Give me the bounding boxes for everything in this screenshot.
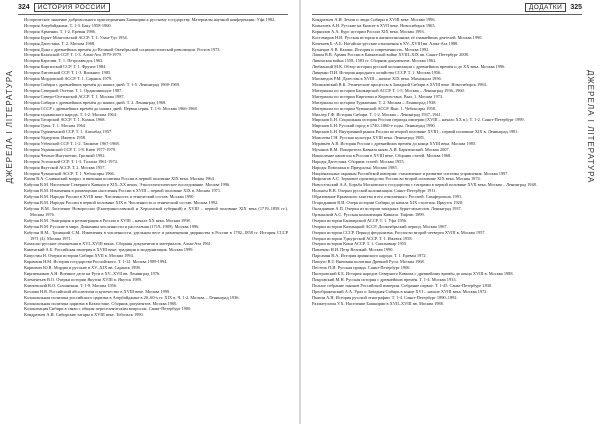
bibliography-entry: Ортынский А.С. Русская колонизация Кавказа. Тифлис 1899. [312, 211, 425, 217]
bibliography-entry: История Мордовской АССР. Т. 1. Саранск 1979. [24, 76, 113, 82]
left-side-title: ДЖЕРЕЛА І ЛІТЕРАТУРА [5, 70, 14, 184]
bibliography-entry: Муравьёв А.В. История России с древнейших времён до конца XVIII века. Москва 1985. [312, 141, 477, 147]
bibliography-entry: Кабузан В.М., Троицкий С.М. Изменения в численности, удельном весе и размещении дворянства в России в 1782–1858 гг. История СССР 1971 (4). Москва 1971. [24, 229, 288, 241]
bibliography-entry: Казахско-русские отношения в XVI–XVIII веках. Сборник документов и материалов. Алма-Ата 1961. [24, 241, 212, 247]
bibliography-entry: Копыловъ А.Н. Русские на Енисее в XVII веке. Новосибирск 1965. [312, 22, 436, 28]
bibliography-entry: История Татарской АССР. Т. 1. Казань 1968. [24, 117, 106, 123]
bibliography-entry: История СССР с древнейших времён до наших дней. Первая серия. Т. 1-6. Москва 1966-1968. [24, 105, 198, 111]
bibliography-entry: Кузнецов А.В. Казаки. История и современность. Москва 1992. [312, 46, 430, 52]
bibliography-entry: История Чечено-Ингушетии. Грозный 1992. [24, 152, 106, 158]
bibliography-entry: Колониальная политика царизма в Казахстане. Сборник документов. Москва 1960. [24, 300, 178, 306]
bibliography-entry: Лященко П.И. История народного хозяйства СССР. Т. 1. Москва 1956. [312, 70, 442, 76]
bibliography-entry: Нифонтов А.С. Зерновое производство России во второй половине XIX века. Москва 1974. [312, 176, 481, 182]
bibliography-entry: История Эстонской ССР. Т. 1-3. Таллин 1961-1974. [24, 158, 118, 164]
bibliography-entry: Национальные окраины Российской империи: становление и развитие системы управления. Москва 1997. [312, 170, 509, 176]
right-header-rule [312, 14, 582, 15]
bibliography-entry: Лапин В.В. Армия России в Кавказской войне XVIII–XIX вв. Санкт-Петербург 2008. [312, 52, 469, 58]
bibliography-entry: Карпович Ю.В. Мордва и русские в XV–XIX вв. Саранск 1998. [24, 265, 141, 271]
bibliography-entry: История Украинской ССР. Т. 1-8. Киев 1977-1979. [24, 146, 116, 152]
bibliography-entry: История Северной Осетии. Т. 1. Орджоникидзе 1987. [24, 87, 123, 93]
bibliography-entry: История Дагестана. Т. 2. Москва 1968. [24, 40, 96, 46]
bibliography-entry: История Чувашской АССР. Т. 1. Чебоксары 1966. [24, 170, 115, 176]
bibliography-entry: Малиновский В.К. Этнические процессы в Западной Сибири в XVIII веке. Новосибирск 1984. [312, 81, 487, 87]
bibliography-entry: Миронов Б.Н. Социальная история России периода империи (XVIII – начало XX в.). Т. 1-2. Санкт-Петербург 1999. [312, 117, 525, 123]
bibliography-entry: История Литовской ССР. Т. 1-3. Вильнюс 1985. [24, 70, 112, 76]
bibliography-entry: Кондратьев А.И. Земли и люди Сибири в XVIII веке. Москва 1996. [312, 17, 436, 22]
bibliography-entry: Очерки истории Калмыцкой АССР. Дооктябрьский период. Москва 1967. [312, 223, 448, 229]
left-page-header [18, 3, 110, 12]
bibliography-entry: История Дона с древнейших времён до Великой Октябрьской социалистической революции. Ростов 1973. [24, 46, 221, 52]
bibliography-entry: Огородников В.И. Очерк истории Сибири до начала XIX столетия. Иркутск 1920. [312, 200, 464, 206]
bibliography-entry: Муханов В.М. Покоритель Кавказа князь А.И. Барятинский. Москва 2007. [312, 146, 450, 152]
bibliography-entry: История Сибири с древнейших времён до наших дней. Т. 2. Ленинград 1968. [24, 99, 167, 105]
bibliography-entry: Материалы по истории Башкирской АССР. Т. 1-5. Москва – Ленинград 1936–1960. [312, 87, 465, 93]
bibliography-entry: Пестель П.И. Русская правда. Санкт-Петербург 1906. [312, 265, 411, 271]
bibliography-entry: Ключевский В.О. Сочинения. Т. 1-9. Москва 1956. [24, 282, 118, 288]
bibliography-entry: Ливонская война 1558–1583 гг. Сборник документов. Москва 1962. [312, 58, 437, 64]
bibliography-entry: Корнилов А.А. Курс истории России XIX века. Москва 1993. [312, 28, 425, 34]
right-bibliography-list [312, 17, 576, 306]
bibliography-entry: Очерки истории Удмуртской АССР. Т. 1. Ижевск 1958. [312, 235, 413, 241]
bibliography-entry: Материалы по истории Киргизии и Киргизстана. Вып. 1. Москва 1973. [312, 93, 444, 99]
bibliography-entry: Каменский А.Б. Российская империя в XVIII веке: традиции и модернизация. Москва 1999. [24, 247, 194, 253]
bibliography-entry: История Азербайджана. Т. 1-3. Баку 1958-1960. [24, 22, 112, 28]
bibliography-entry: Кабузан В.М. Изменения в размещении населения России в XVIII – первой половине XIX в. Москва 1971. [24, 188, 222, 194]
bibliography-entry: Кочекаев Б.-А.Б. Ногайско-русские отношения в XV–XVIII вв. Алма-Ата 1988. [312, 40, 459, 46]
bibliography-entry: История Армении. Т. 1-2. Ереван 1986. [24, 28, 96, 34]
left-page-number: 324 [18, 4, 30, 11]
bibliography-entry: Рахматуллин У.Х. Население Башкирии в XVII–XVIII вв. Москва 1988. [312, 300, 444, 306]
bibliography-entry: История Туркменской ССР. Т. 1. Ашхабад 1957. [24, 129, 113, 135]
bibliography-entry: Нолькен В.В. Очерки русской колонизации. Санкт-Петербург 1911. [312, 188, 437, 194]
bibliography-entry: Павленко Н.И. Петр Великий. Москва 1990. [312, 247, 394, 253]
bibliography-entry: Кондратьев А.И. Сибирские татары в XVIII веке. Тобольск 1990. [24, 312, 144, 318]
bibliography-entry: Костомаров Н.И. Русская история в жизнеописаниях её главнейших деятелей. Москва 1990. [312, 34, 483, 40]
bibliography-entry: История Северо-Осетинской АССР. Т. 1. Москва 1987. [24, 93, 125, 99]
left-bibliography-list [24, 17, 288, 318]
bibliography-entry: История Сибири с древнейших времён до наших дней. Т. 1-5. Ленинград 1968-1969. [24, 81, 180, 87]
right-page-header [525, 3, 582, 12]
bibliography-entry: Очерки истории Коми АССР. Т. 1. Сыктывкар 1955. [312, 241, 408, 247]
bibliography-entry: Казин В.А. Славянский вопрос и внешняя политика России в первой половине XIX века. Москва 1964. [24, 176, 215, 182]
bibliography-entry: Новосельский А.А. Борьба Московского государства с татарами в первой половине XVII века. Москва – Ленинград 1948. [312, 182, 537, 188]
right-page-number: 325 [570, 4, 582, 11]
bibliography-entry: Историческое значение добровольного присоединения Башкирии к русскому государству. Материалы научной конференции. Уфа 1982. [24, 17, 276, 22]
bibliography-entry: Очерки истории Башкирской АССР. Т. 1. Уфа 1956. [312, 217, 408, 223]
bibliography-entry: Накопление капитала в России в XVIII веке. Сборник статей. Москва 1968. [312, 152, 452, 158]
bibliography-entry: Магомедов Р.М. Дагестан в XVIII – начале XIX века. Махачкала 1956. [312, 76, 442, 82]
bibliography-entry: Покровский М.Н. Русская история с древнейших времён. Т. 1-4. Москва 1933. [312, 276, 457, 282]
right-running-header: ДОДАТКИ [525, 3, 566, 12]
left-header-rule [18, 14, 288, 15]
bibliography-entry: История Бурят-Монгольской АССР. Т. 1. Улан-Удэ 1954. [24, 34, 128, 40]
bibliography-entry: История таджикского народа. Т. 1-2. Москва 1964. [24, 111, 117, 117]
bibliography-entry: Материалы по истории Туркмении. Т. 2. Москва – Ленинград 1938. [312, 99, 437, 105]
bibliography-entry: История Карелии. Т. 1. Петрозаводск 1963. [24, 58, 104, 64]
bibliography-entry: Пиотровский Б.Б. История народов Северного Кавказа с древнейших времён до конца XVIII в. Москва 1988. [312, 270, 514, 276]
bibliography-entry: История Казахской ССР. Т. 1-3. Алма-Ата 1979-1979. [24, 52, 122, 58]
right-page [300, 0, 600, 424]
bibliography-entry: Любавский М.К. Обзор истории русской колонизации с древнейших времён и до XX века. Москва 1996. [312, 64, 506, 70]
bibliography-entry: Парсамян В.А. История армянского народа. Т. 1. Ереван 1972. [312, 253, 427, 259]
bibliography-entry: Пашуто В.Т. Внешняя политика Древней Руси. Москва 1968. [312, 259, 425, 265]
right-side-title: ДЖЕРЕЛА І ЛІТЕРАТУРА [586, 70, 595, 184]
bibliography-entry: Кирпичников А.Н. Военное дело на Руси в XV–XVII вв. Ленинград 1976. [24, 270, 161, 276]
bibliography-entry: История Удмуртии. Ижевск 1958. [24, 135, 87, 141]
bibliography-entry: Колониальная политика российского царизма в Азербайджане в 20–60-х гг. XIX в. Ч. 1-2. Москва – Ленинград 1936. [24, 294, 240, 300]
bibliography-entry: Моисеева Г.Н. Русская культура XVIII века. Ленинград 1985. [312, 135, 425, 141]
bibliography-entry: Колонизация Сибири в связи с общим переселенческим вопросом. Санкт-Петербург 1900. [24, 306, 192, 312]
bibliography-entry: История Тувы. Т. 1. Москва 1964. [24, 123, 86, 129]
left-running-header: ИСТОРИЯ РОССИИ [34, 3, 110, 12]
bibliography-entry: Окладников А.П. Очерки из истории западных бурят-монголов. Ленинград 1937. [312, 206, 462, 211]
bibliography-entry: Миллер Г.Ф. История Сибири. Т. 1-2. Москва – Ленинград 1937–1941. [312, 111, 442, 117]
bibliography-entry: Народы Дагестана. Сборник статей. Москва 1955. [312, 158, 405, 164]
bibliography-entry: Народы Поволжья и Приуралья. Москва 1985. [312, 164, 398, 170]
bibliography-entry: Материалы по истории Чувашской АССР. Вып. 1. Чебоксары 1958. [312, 105, 436, 111]
bibliography-entry: История Узбекской ССР. Т. 1-2. Ташкент 1967-1968. [24, 141, 120, 147]
bibliography-entry: Кабузан В.М. Народы России в первой половине XIX в. Численность и этнический состав. Москва 1992. [24, 200, 219, 206]
bibliography-entry: Пыпин А.Н. История русской этнографии. Т. 1-4. Санкт-Петербург 1890–1892. [312, 294, 458, 300]
bibliography-entry: Карамзин Н.М. История государства Российского. Т. 1-12. Москва 1989-1994. [24, 259, 168, 265]
bibliography-entry: Кабузан В.М. Народы России в XVIII веке. Численность и этнический состав. Москва 1990. [24, 194, 195, 200]
bibliography-entry: История Якутской АССР. Т. 2. Москва 1957. [24, 164, 106, 170]
bibliography-entry: Миронов Б.Н. Внутренний рынок России во второй половине XVIII – первой половине XIX в. Ленинград 1981. [312, 129, 519, 135]
bibliography-entry: Капустин Н. Очерки истории Сибири XVII в. Москва 1994. [24, 253, 134, 259]
bibliography-entry: Козлова Н.В. Российский абсолютизм и купечество в XVIII веке. Москва 1999. [24, 288, 171, 294]
bibliography-entry: Образование Крымского ханства и его отношения с Россией. Симферополь 1991. [312, 194, 463, 200]
bibliography-entry: Полное собрание законов Российской империи. Собрание первое. Т. 1-45. Санкт-Петербург 1830. [312, 282, 493, 288]
bibliography-entry: Кабузан В.М. Население Северного Кавказа в XIX–XX веках. Этностатистическое исследование. Москва 1996. [24, 182, 231, 188]
bibliography-entry: Клементьев В.О. Очерки истории Якутии XVIII в. Якутск 1989. [24, 276, 142, 282]
bibliography-entry: Очерки истории СССР. Период феодализма. Россия во второй четверти XVIII в. Москва 1957. [312, 229, 486, 235]
bibliography-entry: Кабузан В.М. Эмиграция и реэмиграция в России в XVIII – начале XX века. Москва 1998. [24, 217, 191, 223]
bibliography-entry: История Киргизской ССР. Т. 1. Фрунзе 1984. [24, 64, 107, 70]
bibliography-entry: Преображенский А.А. Урал и Западная Сибирь в конце XVI – начале XVIII века. Москва 1972. [312, 288, 488, 294]
bibliography-entry: Кабузан В.М. Русские в мире. Динамика численности и расселения (1719–1989). Москва 1996. [24, 223, 200, 229]
bibliography-entry: Кабузан В.М. Заселение Новороссии (Екатеринославской и Херсонской губерний) в XVIII – первой половине XIX века (1719–1858 гг.). Москва 1976. [24, 206, 288, 217]
bibliography-entry: Миронов Б.Н. Русский город в 1740–1860-е годы. Ленинград 1990. [312, 123, 436, 129]
